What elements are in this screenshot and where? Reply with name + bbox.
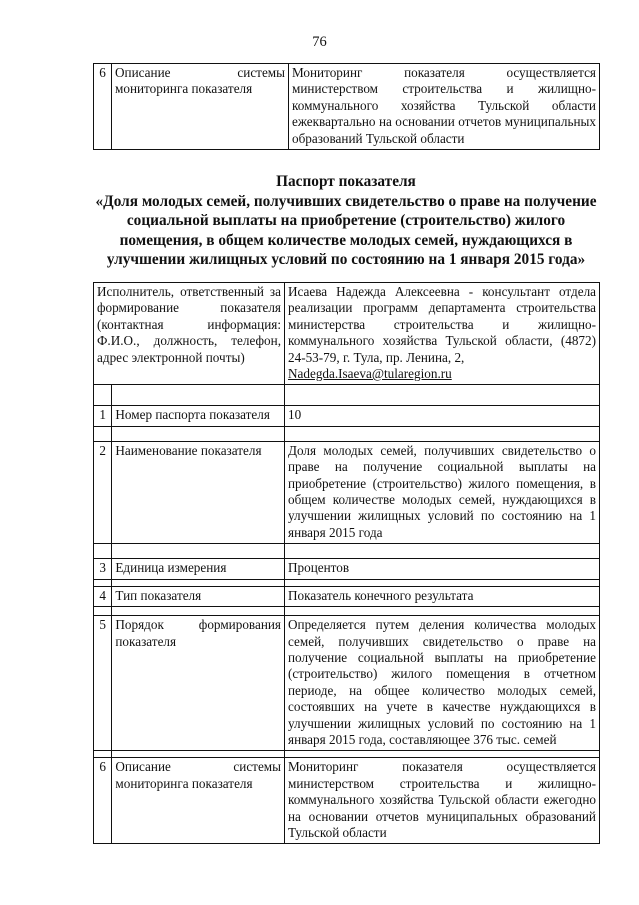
heading-title: Паспорт показателя bbox=[276, 173, 416, 190]
row-spacer bbox=[94, 544, 600, 559]
row-number: 3 bbox=[94, 559, 112, 579]
table-row bbox=[94, 616, 600, 751]
executor-row bbox=[94, 283, 600, 385]
row-name: Описание системы мониторинга показателя bbox=[112, 64, 289, 150]
row-value: Показатель конечного результата bbox=[285, 586, 600, 606]
row-number: 4 bbox=[94, 586, 112, 606]
executor-email-link[interactable]: Nadegda.Isaeva@tularegion.ru bbox=[288, 366, 452, 382]
row-spacer bbox=[94, 579, 600, 586]
executor-label: Исполнитель, ответственный за формирование показателя (контактная информация: Ф.И.О., должность, телефон, адрес электронной почты) bbox=[94, 283, 285, 385]
row-number: 6 bbox=[94, 64, 112, 150]
passport-heading bbox=[80, 172, 612, 270]
row-name: Тип показателя bbox=[112, 586, 285, 606]
row-spacer bbox=[94, 426, 600, 441]
passport-table bbox=[93, 282, 600, 844]
heading-line: улучшении жилищных условий по состоянию на 1 января 2015 года» bbox=[106, 251, 586, 268]
row-value: Мониторинг показателя осуществляется министерством строительства и жилищно-коммунального хозяйства Тульской области ежеквартально на основании отчетов муниципальных образований Тульской области bbox=[289, 64, 600, 150]
table-row bbox=[94, 586, 600, 606]
row-number: 5 bbox=[94, 616, 112, 751]
row-name: Номер паспорта показателя bbox=[112, 406, 285, 426]
row-spacer bbox=[94, 385, 600, 406]
row-name: Порядок формирования показателя bbox=[112, 616, 285, 751]
row-value: Мониторинг показателя осуществляется министерством строительства и жилищно-коммунального хозяйства Тульской области ежегодно на основании отчетов муниципальных образований Тульской области bbox=[285, 758, 600, 844]
row-value: 10 bbox=[285, 406, 600, 426]
table-row bbox=[94, 441, 600, 543]
executor-value bbox=[285, 283, 600, 385]
row-name: Единица измерения bbox=[112, 559, 285, 579]
row-value: Определяется путем деления количества молодых семей, получивших свидетельство о праве на получение социальной выплаты на приобретение (строительство) жилого помещения в отчетном периоде, на общее количество молодых семей, состоявших на учете в качестве нуждающихся в улучшении жилищных условий по состоянию на 1 января 2015 года, составляющее 376 тыс. семей bbox=[285, 616, 600, 751]
heading-line: «Доля молодых семей, получивших свидетельство о праве на получение bbox=[95, 192, 597, 210]
row-number: 2 bbox=[94, 441, 112, 543]
row-spacer bbox=[94, 607, 600, 616]
row-number: 6 bbox=[94, 758, 112, 844]
row-number: 1 bbox=[94, 406, 112, 426]
monitoring-table-top bbox=[93, 63, 600, 150]
row-value: Процентов bbox=[285, 559, 600, 579]
page-number: 76 bbox=[312, 34, 327, 50]
heading-line: социальной выплаты на приобретение (строительство) жилого bbox=[126, 212, 566, 229]
table-row bbox=[94, 758, 600, 844]
row-name: Наименование показателя bbox=[112, 441, 285, 543]
table-row bbox=[94, 406, 600, 426]
row-value: Доля молодых семей, получивших свидетельство о праве на получение социальной выплаты на приобретение (строительство) жилого помещения, в общем количестве молодых семей, нуждающихся в улучшении жилищных условий по состоянию на 1 января 2015 года bbox=[285, 441, 600, 543]
table-row bbox=[94, 559, 600, 579]
row-name: Описание системы мониторинга показателя bbox=[112, 758, 285, 844]
table-row bbox=[94, 64, 600, 150]
heading-line: помещения, в общем количестве молодых семей, нуждающихся в bbox=[119, 231, 573, 249]
row-spacer bbox=[94, 751, 600, 758]
executor-contact: Исаева Надежда Алексеевна - консультант отдела реализации программ департамента строительства министерства строительства и жилищно-коммунального хозяйства Тульской области, (4872) 24-53-79, г. Тула, пр. Ленина, 2, bbox=[288, 284, 596, 365]
